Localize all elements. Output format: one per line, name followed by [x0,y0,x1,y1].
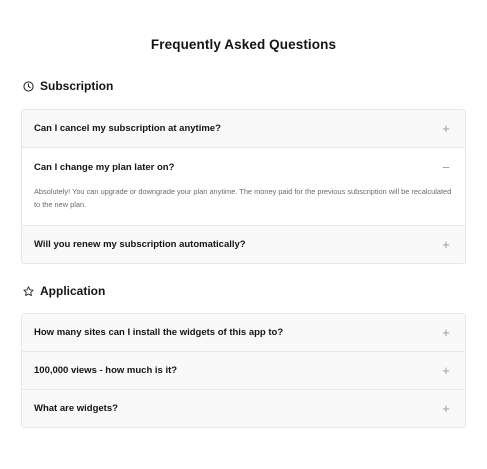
faq-question: Can I change my plan later on? [34,161,175,173]
faq-question-row[interactable] [22,390,465,427]
faq-answer: Absolutely! You can upgrade or downgrade your plan anytime. The money paid for the previous subscription will be recalculated to the new plan. [34,187,452,209]
faq-question-row[interactable] [22,110,465,147]
plus-icon[interactable]: + [442,363,450,378]
minus-icon[interactable]: − [442,159,450,175]
faq-question: What are widgets? [34,403,118,414]
faq-question-row[interactable] [22,352,465,389]
faq-question: Can I cancel my subscription at anytime? [34,123,221,134]
clock-icon [23,81,34,92]
plus-icon[interactable]: + [442,325,450,340]
section-header-application [23,284,105,298]
faq-item[interactable] [22,389,465,427]
faq-item[interactable] [22,351,465,389]
plus-icon[interactable]: + [442,237,450,252]
faq-card-application [21,313,466,428]
faq-question: How many sites can I install the widgets of this app to? [34,327,284,338]
faq-question: 100,000 views - how much is it? [34,365,178,376]
faq-item[interactable] [22,110,465,147]
faq-card-subscription [21,109,466,264]
page-title: Frequently Asked Questions [150,37,337,52]
faq-question-row[interactable] [22,314,465,351]
faq-question-row[interactable] [22,226,465,263]
faq-item[interactable] [22,225,465,263]
section-title: Subscription [40,79,114,93]
faq-item[interactable] [22,314,465,351]
faq-item-expanded[interactable] [22,147,465,225]
plus-icon[interactable]: + [442,401,450,416]
faq-question-row[interactable] [22,148,465,186]
faq-question: Will you renew my subscription automatically? [34,239,246,250]
star-icon [23,286,34,297]
section-title: Application [40,284,106,298]
section-header-subscription [23,79,113,93]
plus-icon[interactable]: + [442,121,450,136]
